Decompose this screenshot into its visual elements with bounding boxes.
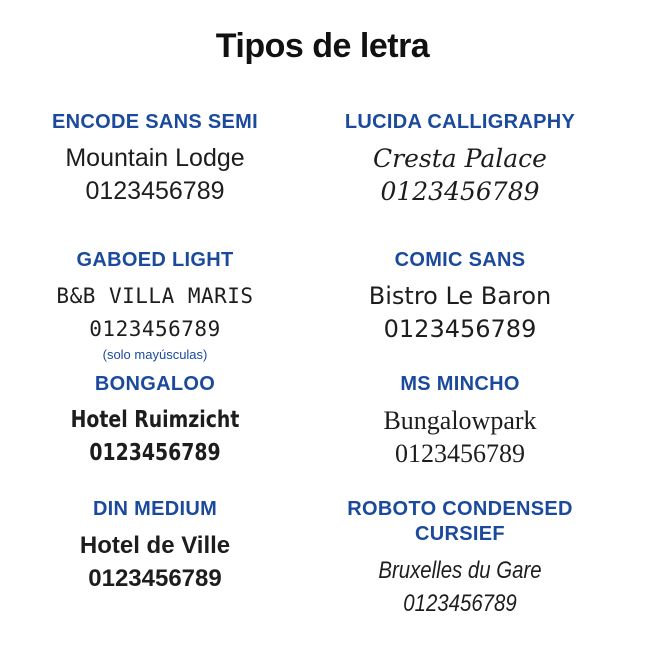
specimen-grid — [0, 110, 645, 620]
font-name-heading: COMIC SANS — [394, 249, 526, 271]
sample-text: B&B VILLA MARIS — [56, 284, 254, 308]
specimen-encode-sans-semi — [0, 110, 310, 248]
specimen-gaboed-light — [0, 248, 310, 372]
sample-digits: 0123456789 — [89, 440, 221, 466]
font-name-heading: DIN MEDIUM — [92, 498, 218, 520]
font-name-heading: ROBOTO CONDENSED CURSIEF — [347, 498, 573, 545]
sample-digits: 0123456789 — [383, 315, 537, 343]
specimen-lucida-calligraphy — [310, 110, 610, 248]
sample-digits: 0123456789 — [85, 177, 225, 205]
sample-text: Hotel de Ville — [79, 532, 231, 559]
sample-text: Bungalowpark — [383, 406, 537, 435]
font-name-heading: MS MINCHO — [400, 373, 520, 395]
specimen-bongaloo — [0, 372, 310, 497]
sample-digits: 0123456789 — [403, 590, 517, 617]
specimen-roboto-condensed-cursief — [310, 497, 610, 620]
sample-digits: 0123456789 — [380, 177, 540, 206]
specimen-comic-sans — [310, 248, 610, 372]
font-name-heading: LUCIDA CALLIGRAPHY — [344, 111, 576, 133]
font-name-heading: BONGALOO — [94, 373, 216, 395]
sample-text: Bistro Le Baron — [368, 282, 552, 310]
sample-digits: 0123456789 — [89, 317, 221, 341]
uppercase-only-note: (solo mayúsculas) — [102, 347, 208, 362]
specimen-ms-mincho — [310, 372, 610, 497]
sample-text: Mountain Lodge — [65, 144, 245, 172]
font-name-heading: GABOED LIGHT — [76, 249, 234, 271]
sample-text: Cresta Palace — [373, 144, 547, 173]
sample-text: Hotel Ruimzicht — [70, 407, 240, 433]
page-title: Tipos de letra — [215, 27, 430, 65]
font-name-heading: ENCODE SANS SEMI — [52, 111, 258, 133]
sample-text: Bruxelles du Gare — [378, 557, 542, 584]
sample-digits: 0123456789 — [395, 439, 525, 468]
specimen-din-medium — [0, 497, 310, 620]
sample-digits: 0123456789 — [88, 565, 222, 592]
